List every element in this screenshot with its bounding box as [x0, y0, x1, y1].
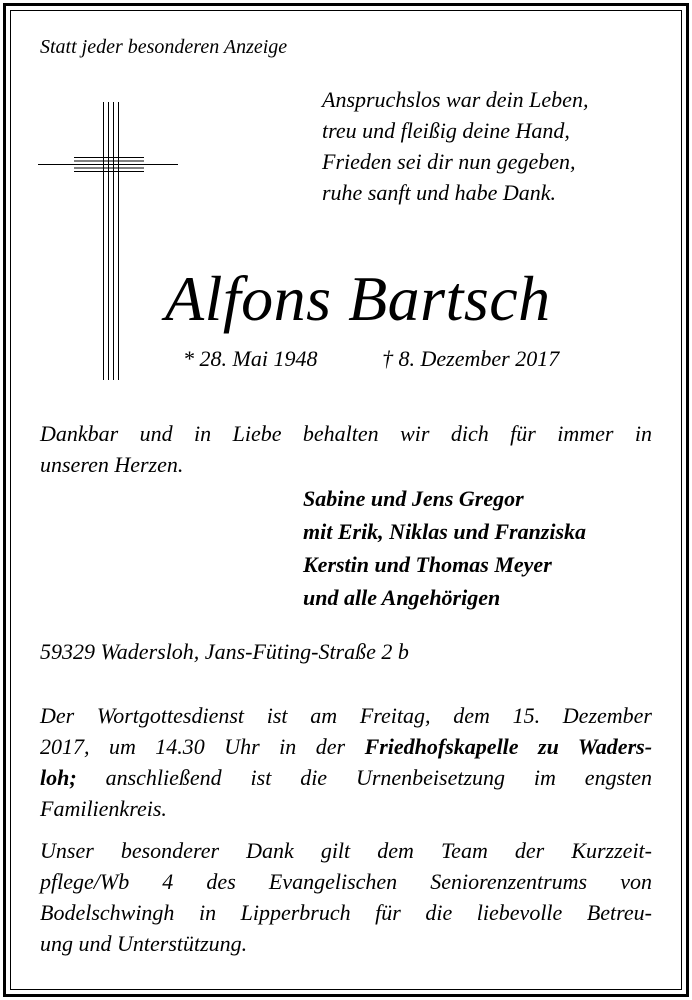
- service-text: anschließend ist die Urnenbeisetzung im engsten: [105, 765, 653, 790]
- address: 59329 Wadersloh, Jans-Füting-Straße 2 b: [40, 639, 409, 664]
- death-date: † 8. Dezember 2017: [382, 346, 560, 371]
- intro-text: Statt jeder besonderen Anzeige: [40, 36, 288, 58]
- poem-line: Frieden sei dir nun gegeben,: [322, 149, 576, 174]
- service-location: Friedhofskapelle zu Waders-: [364, 734, 653, 759]
- signer-line: und alle Angehörigen: [303, 585, 501, 610]
- signer-line: mit Erik, Niklas und Franziska: [303, 519, 587, 544]
- birth-date: * 28. Mai 1948: [183, 346, 318, 371]
- thanks-line: Bodelschwingh in Lipperbruch für die liebevolle Betreu-: [40, 900, 652, 925]
- cross-icon: [38, 102, 180, 382]
- service-line: [40, 731, 652, 762]
- poem-line: Anspruchslos war dein Leben,: [322, 87, 589, 112]
- service-line: [40, 762, 652, 793]
- dedication-line: Dankbar und in Liebe behalten wir dich für immer in: [40, 421, 652, 446]
- signer-line: Sabine und Jens Gregor: [303, 486, 524, 511]
- signer-line: Kerstin und Thomas Meyer: [303, 552, 552, 577]
- poem-line: ruhe sanft und habe Dank.: [322, 180, 557, 205]
- service-text: 2017, um 14.30 Uhr in der: [40, 734, 346, 759]
- thanks-line: Unser besonderer Dank gilt dem Team der Kurzzeit-: [40, 838, 652, 863]
- deceased-name: Alfons Bartsch: [165, 263, 551, 334]
- dedication-line: unseren Herzen.: [40, 452, 184, 477]
- poem-line: treu und fleißig deine Hand,: [322, 118, 570, 143]
- poem: [322, 84, 588, 208]
- signers: [303, 482, 586, 614]
- service-location: loh;: [40, 765, 77, 790]
- service-line: Der Wortgottesdienst ist am Freitag, dem 15. Dezember: [40, 703, 652, 728]
- thanks-line: pflege/Wb 4 des Evangelischen Seniorenzentrums von: [40, 869, 652, 894]
- thanks-line: ung und Unterstützung.: [40, 931, 248, 956]
- service-line: Familienkreis.: [40, 796, 167, 821]
